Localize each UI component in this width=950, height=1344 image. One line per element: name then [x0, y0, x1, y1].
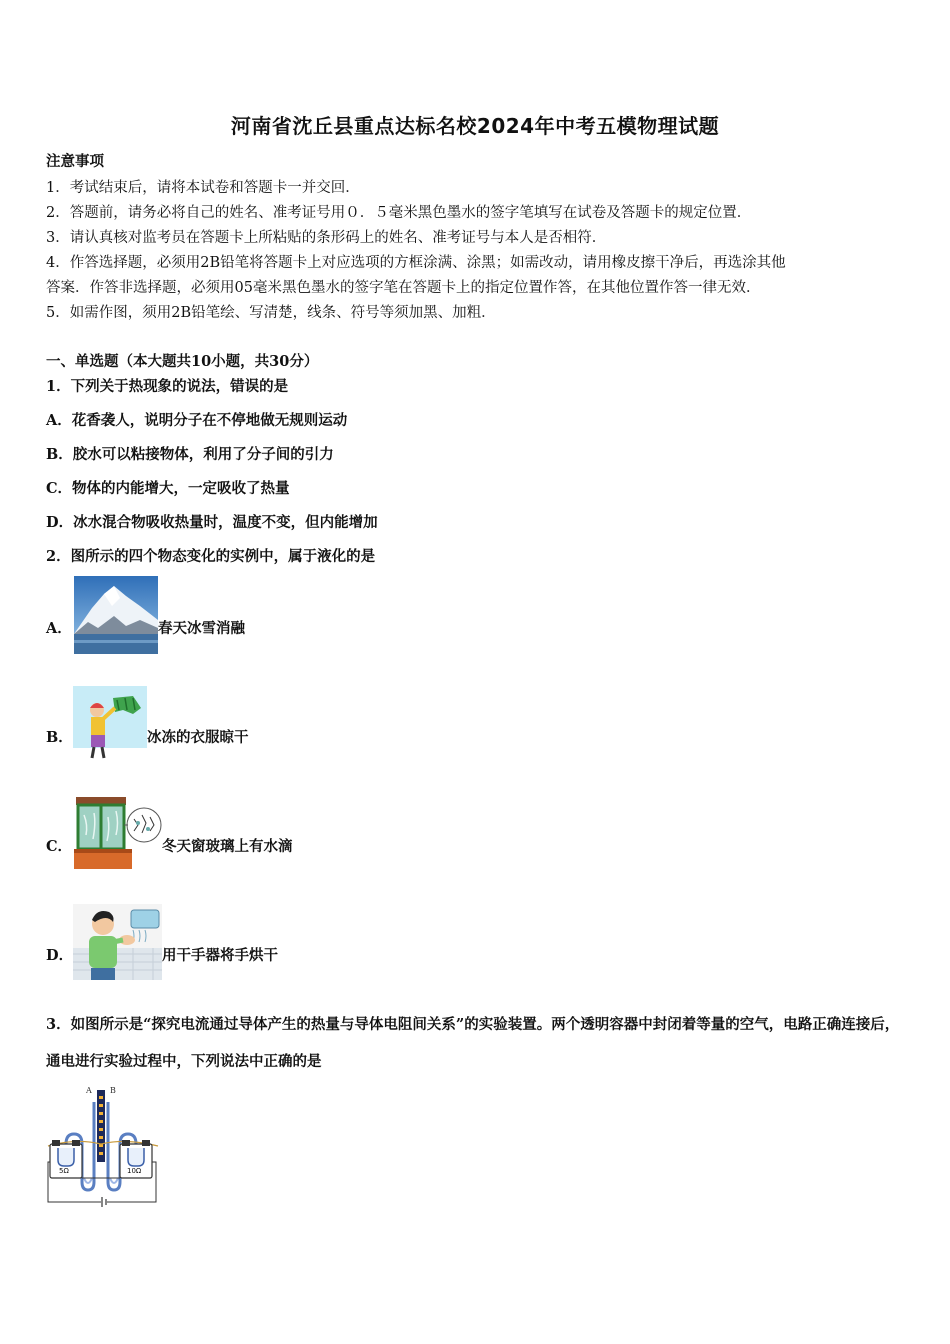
section-heading: 一、单选题（本大题共10小题，共30分） [46, 353, 319, 370]
q2-option-b-text: 冰冻的衣服晾干 [147, 729, 249, 746]
q2-option-d-letter: D． [46, 947, 74, 964]
q1-option-a: A．花香袭人，说明分子在不停地做无规则运动 [46, 412, 348, 429]
tube-label-a: A [86, 1086, 92, 1095]
question-2-stem: 2．图所示的四个物态变化的实例中，属于液化的是 [46, 548, 376, 565]
question-1-stem: 1．下列关于热现象的说法，错误的是 [46, 378, 289, 395]
notice-heading: 注意事项 [46, 153, 104, 170]
q1-option-b: B．胶水可以粘接物体，利用了分子间的引力 [46, 446, 334, 463]
notice-item: 5．如需作图，须用2B铅笔绘、写清楚，线条、符号等须加黑、加粗． [46, 305, 496, 321]
q2-option-b-letter: B． [46, 729, 73, 746]
notice-item: 4．作答选择题，必须用2B铅笔将答题卡上对应选项的方框涂满、涂黑；如需改动，请用橡皮擦干净后，再选涂其他 [46, 255, 786, 271]
notice-item: 1．考试结束后，请将本试卷和答题卡一并交回． [46, 180, 360, 196]
question-3-stem: 3．如图所示是“探究电流通过导体产生的热量与导体电阻间关系”的实验装置。两个透明容器中封闭着等量的空气，电路正确连接后，通电进行实验过程中，下列说法中正确的是 [46, 1016, 900, 1070]
q2-option-d-text: 用干手器将手烘干 [162, 947, 278, 964]
page-title: 河南省沈丘县重点达标名校2024年中考五模物理试题 [230, 114, 720, 138]
resistor-10-label: 10Ω [127, 1167, 142, 1175]
q2-option-c-letter: C． [46, 838, 73, 855]
notice-item: 3．请认真核对监考员在答题卡上所粘贴的条形码上的姓名、准考证号与本人是否相符． [46, 230, 607, 246]
tube-label-b: B [110, 1086, 116, 1095]
q1-option-c: C．物体的内能增大，一定吸收了热量 [46, 480, 290, 497]
q2-option-c-text: 冬天窗玻璃上有水滴 [162, 838, 293, 855]
q2-option-a-text: 春天冰雪消融 [158, 620, 245, 637]
window-water-drops-image [74, 795, 162, 869]
joule-heat-apparatus-diagram [46, 1082, 160, 1208]
hand-dryer-image [73, 904, 162, 980]
q2-option-a-letter: A． [46, 620, 72, 637]
frozen-clothes-image [73, 686, 147, 768]
notice-item: 答案．作答非选择题，必须用05毫米黑色墨水的签字笔在答题卡上的指定位置作答，在其他位置作答一律无效． [46, 280, 761, 296]
resistor-5-label: 5Ω [59, 1167, 69, 1175]
snow-mountain-image [74, 576, 158, 654]
notice-item: 2．答题前，请务必将自己的姓名、准考证号用０．５毫米黑色墨水的签字笔填写在试卷及答题卡的规定位置． [46, 205, 752, 221]
q1-option-d: D．冰水混合物吸收热量时，温度不变，但内能增加 [46, 514, 378, 531]
